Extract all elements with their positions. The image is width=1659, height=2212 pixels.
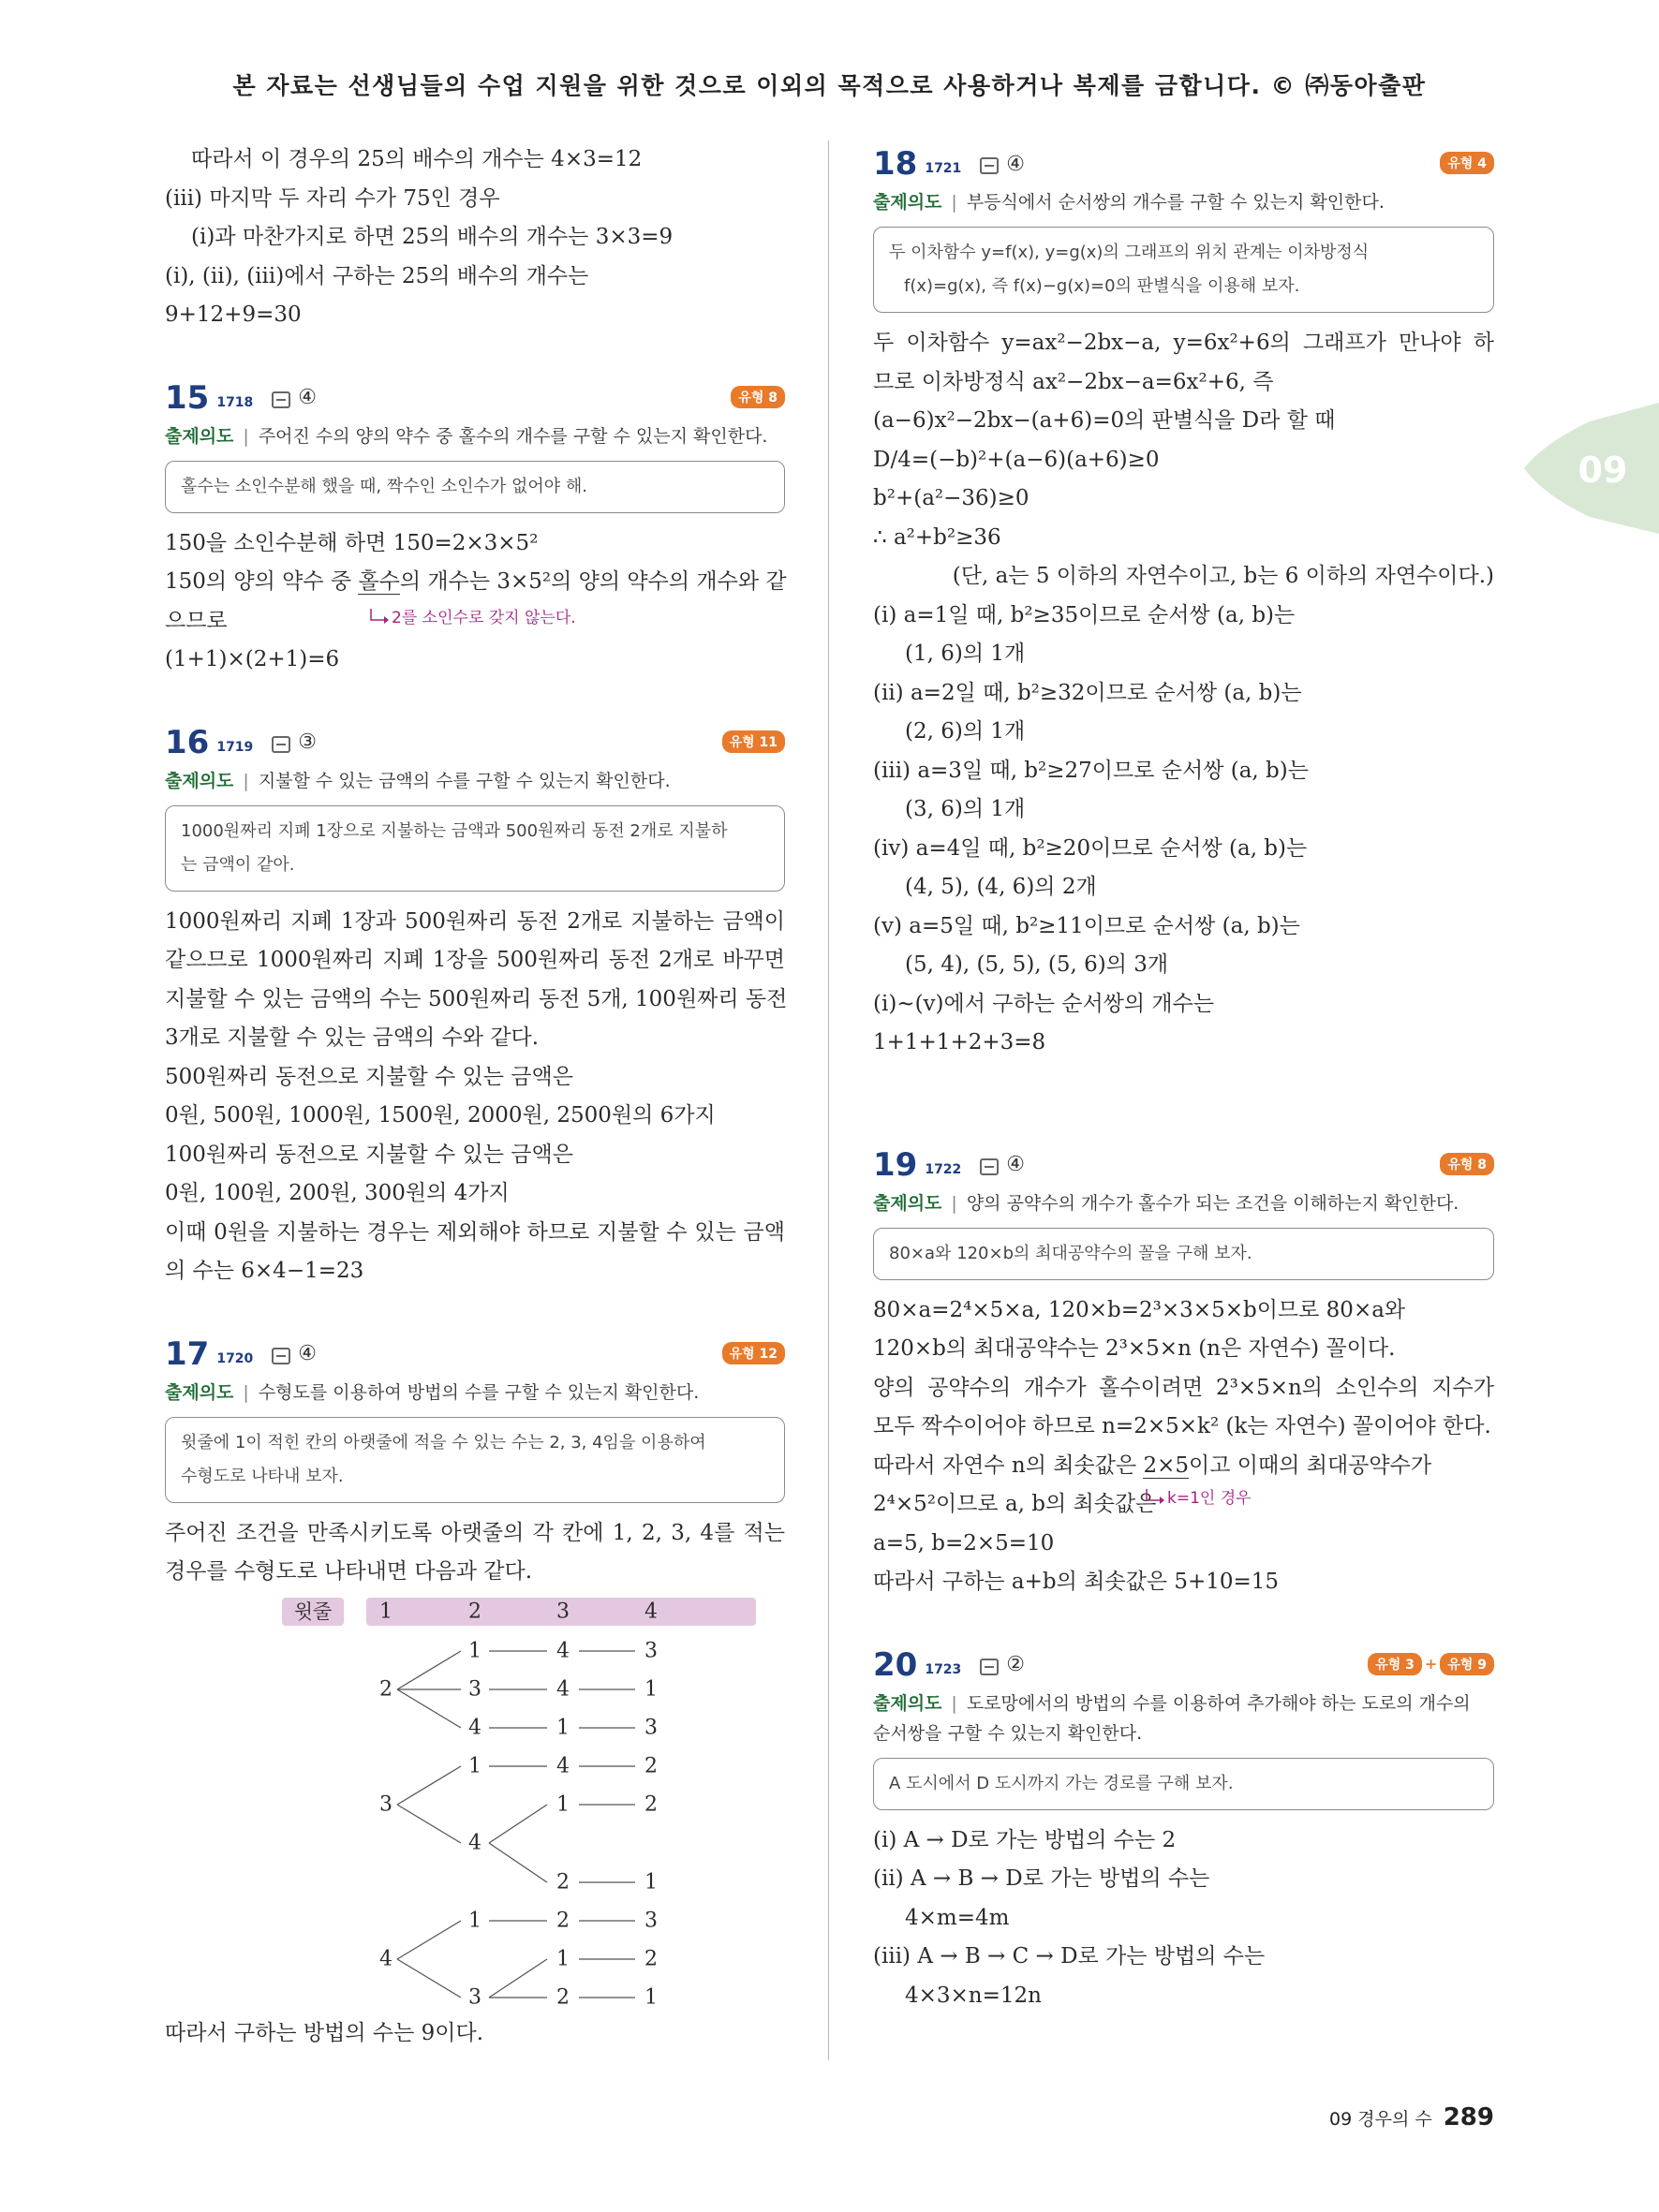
annotation-note: 2를 소인수로 갖지 않는다.: [369, 599, 576, 639]
text-line: (단, a는 5 이하의 자연수이고, b는 6 이하의 자연수이다.): [952, 564, 1494, 588]
answer-value: ②: [1006, 1653, 1026, 1676]
problem-header: [873, 1642, 1494, 1688]
text-line: 므로 이차방정식 ax²−2bx−a=6x²+6, 즉: [873, 369, 1274, 394]
text-line: 80×a=2⁴×5×a, 120×b=2³×3×5×b이므로 80×a와: [873, 1297, 1406, 1322]
tree-node: 4: [556, 1677, 570, 1701]
text-line: 따라서 자연수 n의 최솟값은 2×5이고 이때의 최대공약수가: [873, 1453, 1432, 1478]
text-line: 120×b의 최대공약수는 2³×5×n (n은 자연수) 꼴이다.: [873, 1336, 1396, 1361]
left-column: [165, 140, 788, 2053]
intent-line: 출제의도 | 지불할 수 있는 금액의 수를 구할 수 있는지 확인한다.: [165, 770, 671, 791]
tree-node: 2: [556, 1985, 570, 2009]
tree-node: 3: [644, 1639, 658, 1662]
tree-node: 1: [468, 1639, 481, 1662]
answer-icon: [272, 736, 290, 753]
tree-node: 3: [644, 1909, 658, 1932]
tree-node: 3: [644, 1716, 658, 1739]
copyright-banner: 본 자료는 선생님들의 수업 지원을 위한 것으로 이외의 목적으로 사용하거나 복제를 금합니다. © ㈜동아출판: [232, 72, 1427, 99]
tree-node: 2: [644, 1754, 658, 1777]
annotation-note: k=1인 경우: [1145, 1480, 1252, 1519]
tree-node: 4: [468, 1831, 481, 1854]
problem-number: 19: [873, 1145, 918, 1184]
tree-node: 2: [556, 1909, 570, 1932]
intent-line: 출제의도 | 부등식에서 순서쌍의 개수를 구할 수 있는지 확인한다.: [873, 192, 1385, 213]
answer-value: ④: [1006, 1153, 1026, 1176]
header-cell: 4: [644, 1600, 658, 1623]
text-line: 경우를 수형도로 나타내면 다음과 같다.: [165, 1559, 533, 1584]
hint-box: [165, 461, 785, 513]
text-line: 0원, 100원, 200원, 300원의 4가지: [165, 1181, 510, 1205]
answer-icon: [272, 391, 290, 408]
underlined-term: 2×5: [1143, 1453, 1190, 1478]
tree-node: 1: [468, 1754, 481, 1777]
tree-node: 1: [644, 1985, 658, 2009]
problem-18: [873, 140, 1494, 1063]
text-line: (ⅰ) A → D로 가는 방법의 수는 2: [873, 1827, 1177, 1852]
hint-box: [165, 805, 785, 892]
intent-line: 출제의도 | 수형도를 이용하여 방법의 수를 구할 수 있는지 확인한다.: [165, 1381, 700, 1403]
text-line: (ⅲ) A → B → C → D로 가는 방법의 수는: [873, 1944, 1266, 1969]
text-line: 따라서 구하는 방법의 수는 9이다.: [165, 2020, 484, 2045]
text-line: 9+12+9=30: [165, 302, 302, 327]
intent-text: 주어진 수의 양의 약수 중 홀수의 개수를 구할 수 있는지 확인한다.: [258, 425, 768, 447]
intent-label: 출제의도: [165, 1381, 234, 1403]
intent-line: 출제의도 | 양의 공약수의 개수가 홀수가 되는 조건을 이해하는지 확인한다.: [873, 1192, 1459, 1214]
text-line: (ⅱ) A → B → D로 가는 방법의 수는: [873, 1866, 1210, 1891]
intent-text: 도로망에서의 방법의 수를 이용하여 추가해야 하는 도로의 개수의: [966, 1692, 1471, 1714]
tree-node: 3: [468, 1677, 481, 1701]
problem-id: 1718: [216, 394, 254, 410]
text-line: (5, 4), (5, 5), (5, 6)의 3개: [905, 952, 1169, 977]
intent-label: 출제의도: [165, 425, 234, 447]
text-line: ∴ a²+b²≥36: [873, 524, 1001, 550]
intent-text: 수형도를 이용하여 방법의 수를 구할 수 있는지 확인한다.: [258, 1381, 700, 1403]
tree-node: 2: [379, 1677, 393, 1701]
tree-node: 2: [644, 1947, 658, 1970]
tree-node: 2: [556, 1870, 570, 1894]
text-line: 주어진 조건을 만족시키도록 아랫줄의 각 칸에 1, 2, 3, 4를 적는: [165, 1520, 785, 1545]
problem-17: [165, 1331, 785, 2054]
answer-value: ④: [1006, 152, 1026, 176]
intent-text: 양의 공약수의 개수가 홀수가 되는 조건을 이해하는지 확인한다.: [966, 1192, 1459, 1214]
header-cell: 2: [468, 1600, 481, 1623]
intent-text: 부등식에서 순서쌍의 개수를 구할 수 있는지 확인한다.: [966, 192, 1385, 213]
text-line: (ⅳ) a=4일 때, b²≥20이므로 순서쌍 (a, b)는: [873, 835, 1308, 861]
text-line: (ⅰ), (ⅱ), (ⅲ)에서 구하는 25의 배수의 개수는: [165, 263, 589, 288]
answer-value: ④: [298, 386, 318, 409]
problem-header: [873, 1142, 1494, 1188]
type-tag: 유형 8: [1440, 1153, 1494, 1175]
hint-text: 80×a와 120×b의 최대공약수의 꼴을 구해 보자.: [889, 1243, 1252, 1263]
text-line: (ⅱ) a=2일 때, b²≥32이므로 순서쌍 (a, b)는: [873, 680, 1302, 705]
text-line: 지불할 수 있는 금액의 수는 500원짜리 동전 5개, 100원짜리 동전: [165, 986, 788, 1011]
text-line: 2⁴×5²이므로 a, b의 최솟값은 k=1인 경우: [873, 1485, 1494, 1525]
text-line: 모두 짝수이어야 하므로 n=2×5×k² (k는 자연수) 꼴이어야 한다.: [873, 1414, 1491, 1438]
tree-node: 1: [556, 1792, 570, 1816]
tree-node: 1: [468, 1909, 481, 1932]
hint-box: [873, 227, 1494, 313]
tree-node: 3: [468, 1985, 481, 2009]
tree-node: 4: [379, 1947, 393, 1970]
problem-number: 16: [165, 723, 210, 761]
tree-node: 1: [644, 1677, 658, 1701]
text-line: (ⅲ) a=3일 때, b²≥27이므로 순서쌍 (a, b)는: [873, 758, 1309, 783]
tree-node: 2: [644, 1792, 658, 1816]
problem-15: [165, 375, 785, 680]
text-line: 4×m=4m: [905, 1905, 1010, 1930]
problem-number: 15: [165, 378, 210, 417]
problem-16: [165, 719, 788, 1291]
problem-19: [873, 1142, 1494, 1602]
text-line: (3, 6)의 1개: [905, 797, 1026, 821]
problem-id: 1721: [925, 161, 962, 176]
text-line: (ⅴ) a=5일 때, b²≥11이므로 순서쌍 (a, b)는: [873, 913, 1300, 938]
intent-line: 출제의도 | 주어진 수의 양의 약수 중 홀수의 개수를 구할 수 있는지 확인한다.: [165, 425, 768, 447]
answer-icon: [980, 157, 999, 174]
intent-label: 출제의도: [165, 770, 234, 791]
intent-label: 출제의도: [873, 1192, 942, 1214]
problem-number: 18: [873, 145, 918, 183]
chapter-title: 09 경우의 수: [1329, 2109, 1432, 2130]
text-line: a=5, b=2×5=10: [873, 1530, 1055, 1556]
text-line: (ⅰ) a=1일 때, b²≥35이므로 순서쌍 (a, b)는: [873, 602, 1296, 627]
intent-label: 출제의도: [873, 192, 942, 213]
intent-text: 순서쌍을 구할 수 있는지 확인한다.: [873, 1722, 1143, 1744]
hint-text: 는 금액이 같아.: [181, 854, 295, 875]
problem-id: 1720: [216, 1350, 254, 1366]
problem-header: [165, 375, 785, 421]
hint-text: 홀수는 소인수분해 했을 때, 짝수인 소인수가 없어야 해.: [181, 476, 588, 496]
problem-id: 1723: [925, 1661, 962, 1677]
chapter-side-tab: [1524, 403, 1659, 534]
hint-text: 1000원짜리 지폐 1장으로 지불하는 금액과 500원짜리 동전 2개로 지불하: [181, 820, 728, 841]
text-line: (ⅲ) 마지막 두 자리 수가 75인 경우: [165, 185, 500, 211]
text-line: 이때 0원을 지불하는 경우는 제외해야 하므로 지불할 수 있는 금액: [165, 1219, 785, 1245]
problem-header: [165, 719, 785, 766]
intent-line: 출제의도 | 도로망에서의 방법의 수를 이용하여 추가해야 하는 도로의 개수의: [873, 1692, 1471, 1714]
type-tag: 유형 9: [1440, 1653, 1494, 1675]
text-line: b²+(a²−36)≥0: [873, 486, 1029, 510]
text-line: 4×3×n=12n: [905, 1983, 1042, 2008]
answer-value: ④: [298, 1342, 318, 1365]
tree-node: 4: [556, 1639, 570, 1662]
problem-number: 17: [165, 1335, 210, 1373]
problem-number: 20: [873, 1645, 918, 1684]
side-tab-label: 09: [1578, 450, 1628, 491]
answer-icon: [980, 1659, 999, 1675]
problem-header: [873, 140, 1494, 187]
text-line: 양의 공약수의 개수가 홀수이려면 2³×5×n의 소인수의 지수가: [873, 1375, 1494, 1400]
tree-node: 3: [379, 1792, 393, 1816]
answer-icon: [980, 1158, 999, 1175]
type-tag: 유형 11: [722, 730, 785, 753]
text-line: 150을 소인수분해 하면 150=2×3×5²: [165, 530, 539, 555]
type-tag: 유형 4: [1440, 152, 1494, 174]
hint-box: [873, 1758, 1494, 1810]
hint-text: f(x)=g(x), 즉 f(x)−g(x)=0의 판별식을 이용해 보자.: [904, 276, 1300, 296]
text-line: 500원짜리 동전으로 지불할 수 있는 금액은: [165, 1064, 573, 1089]
hint-text: 수형도로 나타내 보자.: [181, 1466, 344, 1486]
type-tag: 유형 8: [731, 386, 785, 408]
underlined-term: 홀수: [358, 569, 400, 594]
problem-header: [165, 1331, 785, 1378]
text-line: 100원짜리 동전으로 지불할 수 있는 금액은: [165, 1142, 573, 1167]
tree-diagram: [165, 1592, 785, 2009]
page-footer: [1329, 2103, 1494, 2131]
text-line: 1+1+1+2+3=8: [873, 1030, 1046, 1054]
text-line: (1+1)×(2+1)=6: [165, 647, 340, 671]
type-tag: 유형 3: [1368, 1653, 1422, 1675]
tree-node: 4: [556, 1754, 570, 1777]
type-tag: 유형 12: [722, 1342, 785, 1364]
text-line: D/4=(−b)²+(a−6)(a+6)≥0: [873, 447, 1160, 472]
text-line: 150의 양의 약수 중 홀수의 개수는 3×5²의 양의 약수의 개수와 같: [165, 569, 787, 594]
text-line: 따라서 이 경우의 25의 배수의 개수는 4×3=12: [191, 147, 643, 171]
header-cell: 1: [379, 1600, 393, 1623]
text-line: 의 수는 6×4−1=23: [165, 1259, 364, 1283]
intent-label: 출제의도: [873, 1692, 942, 1714]
text-line: (ⅰ)과 마찬가지로 하면 25의 배수의 개수는 3×3=9: [191, 225, 674, 249]
hint-text: A 도시에서 D 도시까지 가는 경로를 구해 보자.: [889, 1773, 1234, 1793]
answer-icon: [272, 1348, 290, 1364]
text-line: (1, 6)의 1개: [905, 641, 1026, 666]
problem-id: 1719: [216, 739, 254, 755]
answer-value: ③: [298, 730, 318, 754]
hint-text: 두 이차함수 y=f(x), y=g(x)의 그래프의 위치 관계는 이차방정식: [889, 243, 1370, 262]
problem-id: 1722: [925, 1161, 962, 1177]
type-tags: 유형 3 + 유형 9: [1368, 1653, 1494, 1675]
tree-node: 1: [556, 1716, 570, 1739]
text-line: (4, 5), (4, 6)의 2개: [905, 875, 1097, 899]
text-line: 3개로 지불할 수 있는 금액의 수와 같다.: [165, 1025, 540, 1050]
hint-text: 윗줄에 1이 적힌 칸의 아랫줄에 적을 수 있는 수는 2, 3, 4임을 이용하여: [181, 1432, 706, 1453]
column-divider: [828, 140, 829, 2060]
hint-box: [873, 1228, 1494, 1280]
text-line: 으므로 2를 소인수로 갖지 않는다.: [165, 602, 785, 641]
text-line: 0원, 500원, 1000원, 1500원, 2000원, 2500원의 6가지: [165, 1103, 716, 1128]
text-line: 같으므로 1000원짜리 지폐 1장을 500원짜리 동전 2개로 바꾸면: [165, 948, 785, 972]
text-line: (a−6)x²−2bx−(a+6)=0의 판별식을 D라 할 때: [873, 408, 1336, 433]
right-column: [873, 140, 1494, 2015]
text-line: (ⅰ)~(ⅴ)에서 구하는 순서쌍의 개수는: [873, 991, 1215, 1016]
text-line: 따라서 구하는 a+b의 최솟값은 5+10=15: [873, 1570, 1280, 1594]
tree-node: 1: [556, 1947, 570, 1970]
problem-20: [873, 1642, 1494, 2016]
hint-box: [165, 1417, 785, 1503]
tree-node: 4: [468, 1716, 481, 1739]
text-line: (2, 6)의 1개: [905, 719, 1026, 744]
text-line: 두 이차함수 y=ax²−2bx−a, y=6x²+6의 그래프가 만나야 하: [873, 331, 1494, 355]
diagram-row-label: 윗줄: [282, 1598, 344, 1626]
intent-text: 지불할 수 있는 금액의 수를 구할 수 있는지 확인한다.: [258, 770, 671, 791]
text-line: 1000원짜리 지폐 1장과 500원짜리 동전 2개로 지불하는 금액이: [165, 908, 785, 934]
tree-node: 1: [644, 1870, 658, 1894]
page-number: 289: [1443, 2103, 1494, 2131]
header-cell: 3: [556, 1600, 570, 1623]
